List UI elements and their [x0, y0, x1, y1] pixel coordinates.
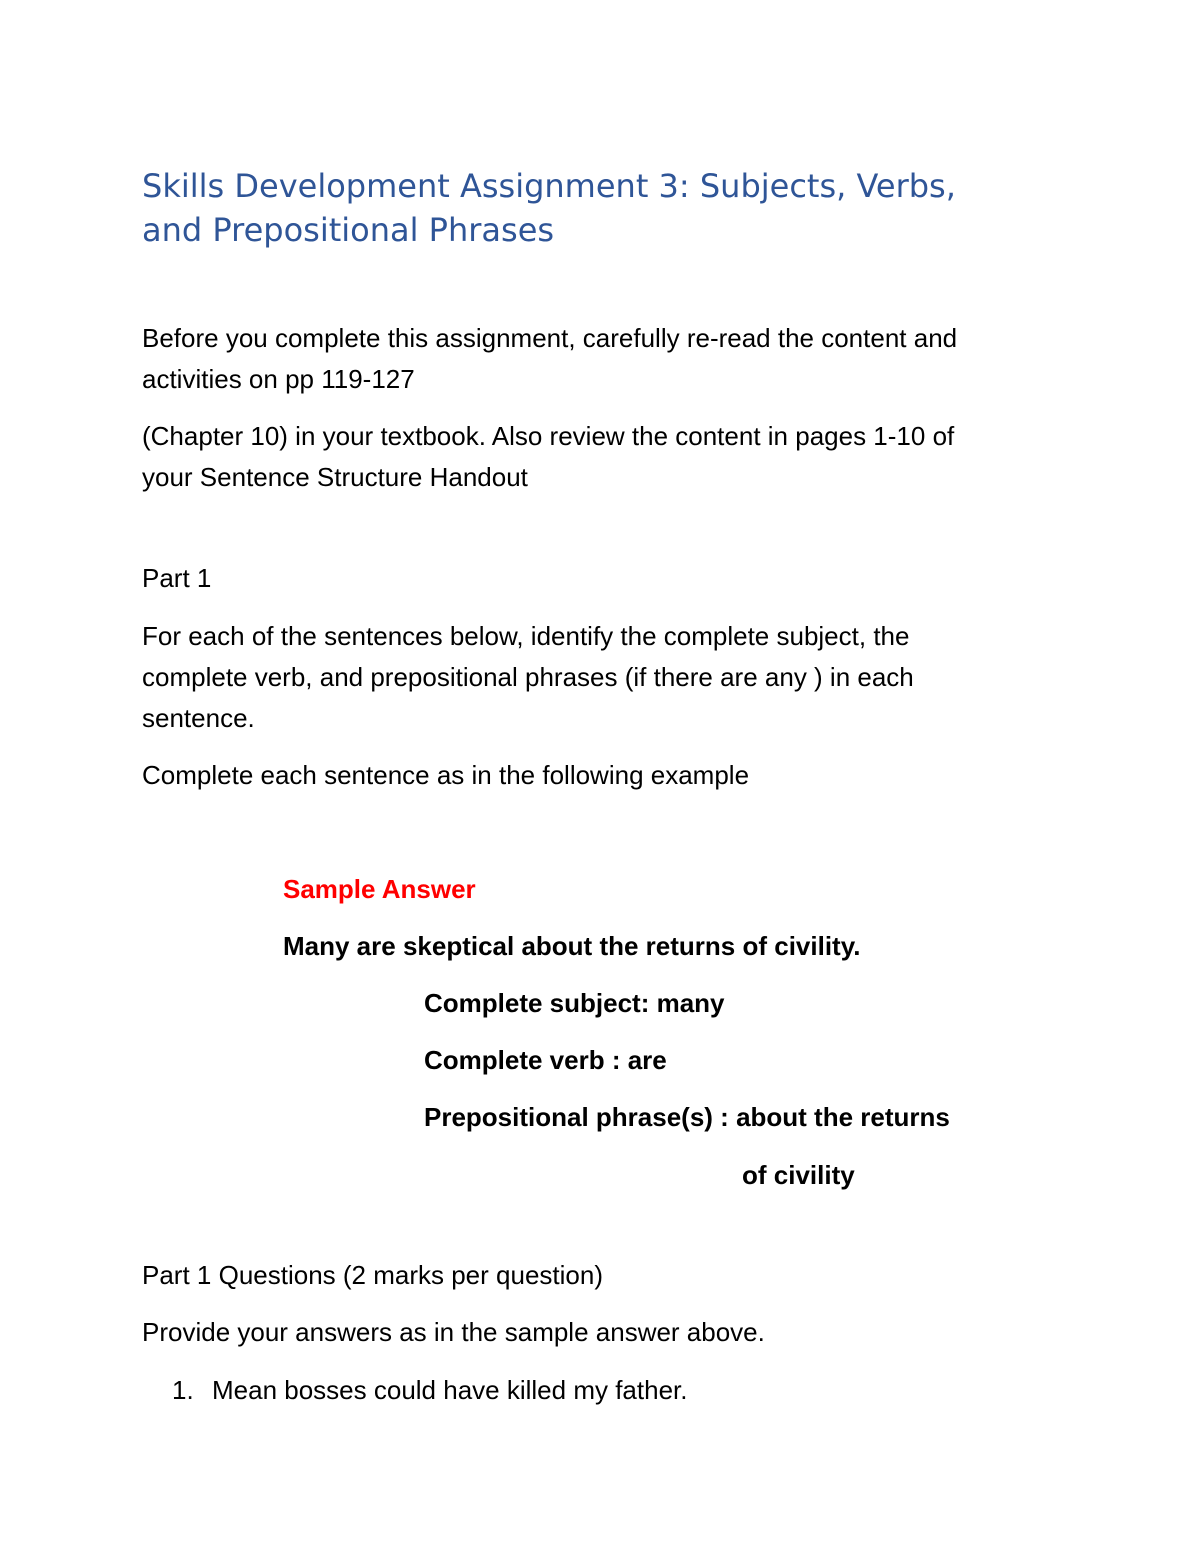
sample-complete-verb: Complete verb : are — [424, 1045, 667, 1075]
example-intro: Complete each sentence as in the following example — [142, 760, 750, 790]
part1-instructions-line-1: For each of the sentences below, identify the complete subject, the — [142, 621, 910, 651]
part1-instructions-line-2: complete verb, and prepositional phrases (if there are any ) in each — [142, 662, 914, 692]
sample-answer-heading: Sample Answer — [283, 874, 476, 904]
document-title — [142, 164, 956, 252]
intro-line-1: Before you complete this assignment, carefully re-read the content and — [142, 323, 958, 353]
intro-line-3: (Chapter 10) in your textbook. Also review the content in pages 1-10 of — [142, 421, 955, 451]
sample-prepositional-phrase-line-2: of civility — [742, 1160, 855, 1190]
intro-line-4: your Sentence Structure Handout — [142, 462, 528, 492]
questions-heading: Part 1 Questions (2 marks per question) — [142, 1260, 603, 1290]
question-text: Mean bosses could have killed my father. — [212, 1375, 688, 1405]
questions-instructions: Provide your answers as in the sample answer above. — [142, 1317, 765, 1347]
part1-heading: Part 1 — [142, 563, 212, 593]
sample-sentence: Many are skeptical about the returns of civility. — [283, 931, 861, 961]
title-line-1: Skills Development Assignment 3: Subjects, Verbs, — [142, 167, 956, 205]
sample-complete-subject: Complete subject: many — [424, 988, 725, 1018]
sample-prepositional-phrase-line-1: Prepositional phrase(s) : about the returns — [424, 1102, 950, 1132]
question-number: 1. — [172, 1375, 194, 1405]
intro-line-2: activities on pp 119-127 — [142, 364, 415, 394]
title-line-2: and Prepositional Phrases — [142, 211, 555, 249]
part1-instructions-line-3: sentence. — [142, 703, 255, 733]
